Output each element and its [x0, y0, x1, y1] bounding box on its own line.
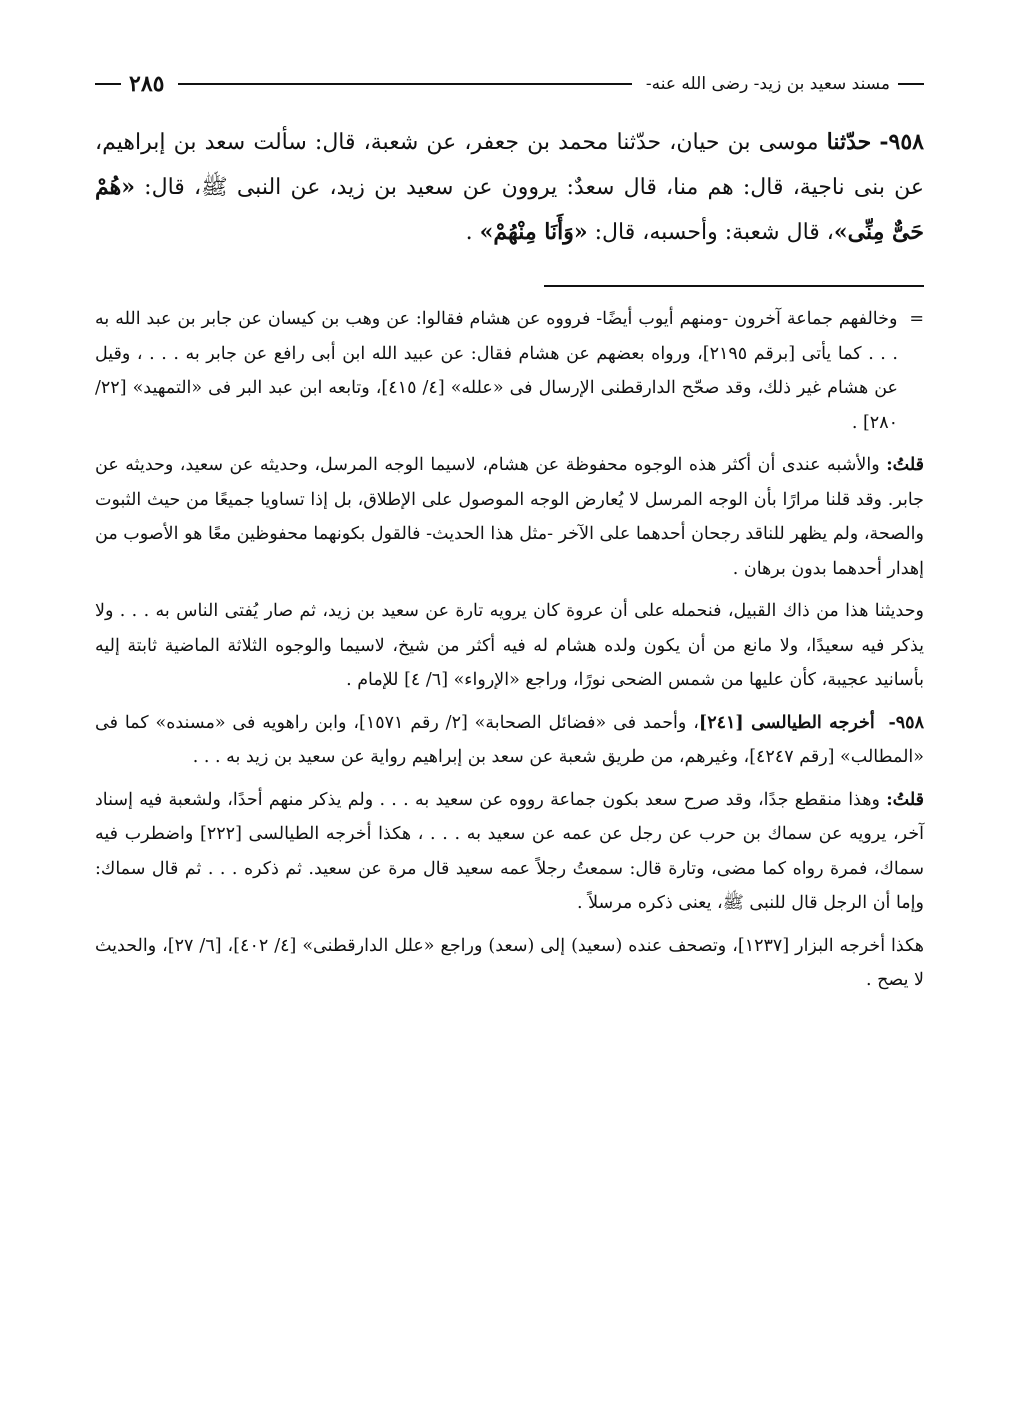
qultu-label: قلتُ: [886, 455, 924, 475]
hadith-text-part2: ، قال شعبة: وأحسبه، قال: [587, 220, 834, 245]
paragraph-6-text: هكذا أخرجه البزار [١٢٣٧]، وتصحف عنده (سعيد) إلى (سعد) وراجع «علل الدارقطنى» [٤/ ٤٠٢]، [٦/ ٢٧]، والحديث لا يصح . [95, 935, 925, 990]
hadith-text-part1: موسى بن حيان، حدّثنا محمد بن جعفر، عن شعبة، قال: سألت سعد بن إبراهيم، عن بنى ناجية، قال: هم منا، قال سعدٌ: يروون عن سعيد بن زيد، عن النبى ﷺ، قال: [95, 130, 924, 200]
paragraph-3-text: وحديثنا هذا من ذاك القبيل، فنحمله على أن عروة كان يرويه تارة عن سعيد بن زيد، ثم صار يُفتى الناس به . . . ولا يذكر فيه سعيدًا، ولا مانع من أن يكون ولده هشام له فيه أكثر من شيخ، لاسيما والوجوه الثلاثة الماضية ثابتة إليه بأسانيد عجيبة، كأن عليها من شمس الضحى نورًا، وراجع «الإرواء» [٦/ ٤] للإمام . [95, 601, 924, 690]
footnote-continuation [95, 302, 924, 440]
footnote-separator [544, 285, 924, 287]
header-dash [898, 83, 924, 85]
running-title: مسند سعيد بن زيد- رضى الله عنه- [645, 74, 890, 94]
hadith-number: ٩٥٨- [879, 129, 924, 155]
hadith-lead: حدّثنا [826, 129, 872, 155]
continuation-marker: = [909, 309, 924, 329]
header-dash-end [95, 83, 121, 85]
page-header [95, 68, 924, 100]
footnote-paragraph-3 [95, 594, 924, 698]
qultu-label-2: قلتُ: [886, 789, 924, 810]
continuation-text: وخالفهم جماعة آخرون -ومنهم أيوب أيضًا- فرووه عن هشام فقالوا: عن وهب بن كيسان عن جابر بن عبد الله به . . . كما يأتى [برقم ٢١٩٥]، ورواه بعضهم عن هشام فقال: عن عبيد الله ابن أبى رافع عن جابر به . . . ، وقيل عن هشام غير ذلك، وقد صحّح الدارقطنى الإرسال فى «علله» [٤/ ٤١٥]، وتابعه ابن عبد البر فى «التمهيد» [٢٢/ ٢٨٠] . [95, 309, 898, 433]
paragraph-2-text: والأشبه عندى أن أكثر هذه الوجوه محفوظة عن هشام، لاسيما الوجه المرسل، وحديثه عن سعيد، وحديثه عن جابر. وقد قلنا مرارًا بأن الوجه المرسل لا يُعارض الوجه الموصول على الإطلاق، بل إذا تساويا جميعًا من حيث الثبوت والصحة، ولم يظهر للناقد رجحان أحدهما على الآخر -مثل هذا الحديث- فالقول بكونهما محفوظين معًا هو الأصوب من إهدار أحدهما بدون برهان . [95, 455, 924, 579]
footnote-source-label: أخرجه الطيالسى [٢٤١] [698, 712, 875, 733]
hadith-quote-1: «هُمْ حَىٌّ مِنِّى» [95, 174, 924, 245]
footnotes [95, 302, 924, 1006]
footnote-958 [95, 706, 924, 775]
hadith-text-part3: . [465, 220, 480, 245]
footnote-number: ٩٥٨- [888, 712, 924, 733]
header-rule [178, 83, 631, 85]
paragraph-5-text: وهذا منقطع جدًا، وقد صرح سعد بكون جماعة رووه عن سعيد به . . . ولم يذكر منهم أحدًا، ولشعبة فيه إسناد آخر، يرويه عن سماك بن حرب عن رجل عن عمه عن سعيد به . . . ، هكذا أخرجه الطيالسى [٢٢٢] واضطرب فيه سماك، فمرة رواه كما مضى، وتارة قال: سمعتُ رجلاً عمه سعيد قال مرة عن سعيد. ثم ذكره . . . ثم قال سماك: وإما أن الرجل قال للنبى ﷺ، يعنى ذكره مرسلاً . [95, 789, 924, 913]
hadith-quote-2: «وَأَنَا مِنْهُمْ» [479, 219, 588, 245]
footnote-paragraph-5 [95, 783, 924, 921]
footnote-paragraph-2 [95, 448, 924, 586]
page-number: ٢٨٥ [129, 71, 165, 97]
hadith-text [95, 120, 924, 255]
footnote-958-text: ، وأحمد فى «فضائل الصحابة» [٢/ رقم ١٥٧١]، وابن راهويه فى «مسنده» كما فى «المطالب» [رقم ٤٢٤٧]، وغيرهم، من طريق شعبة عن سعد بن إبراهيم رواية عن سعيد بن زيد به . . . [95, 712, 924, 767]
book-page [95, 60, 924, 1371]
footnote-paragraph-6 [95, 929, 924, 998]
